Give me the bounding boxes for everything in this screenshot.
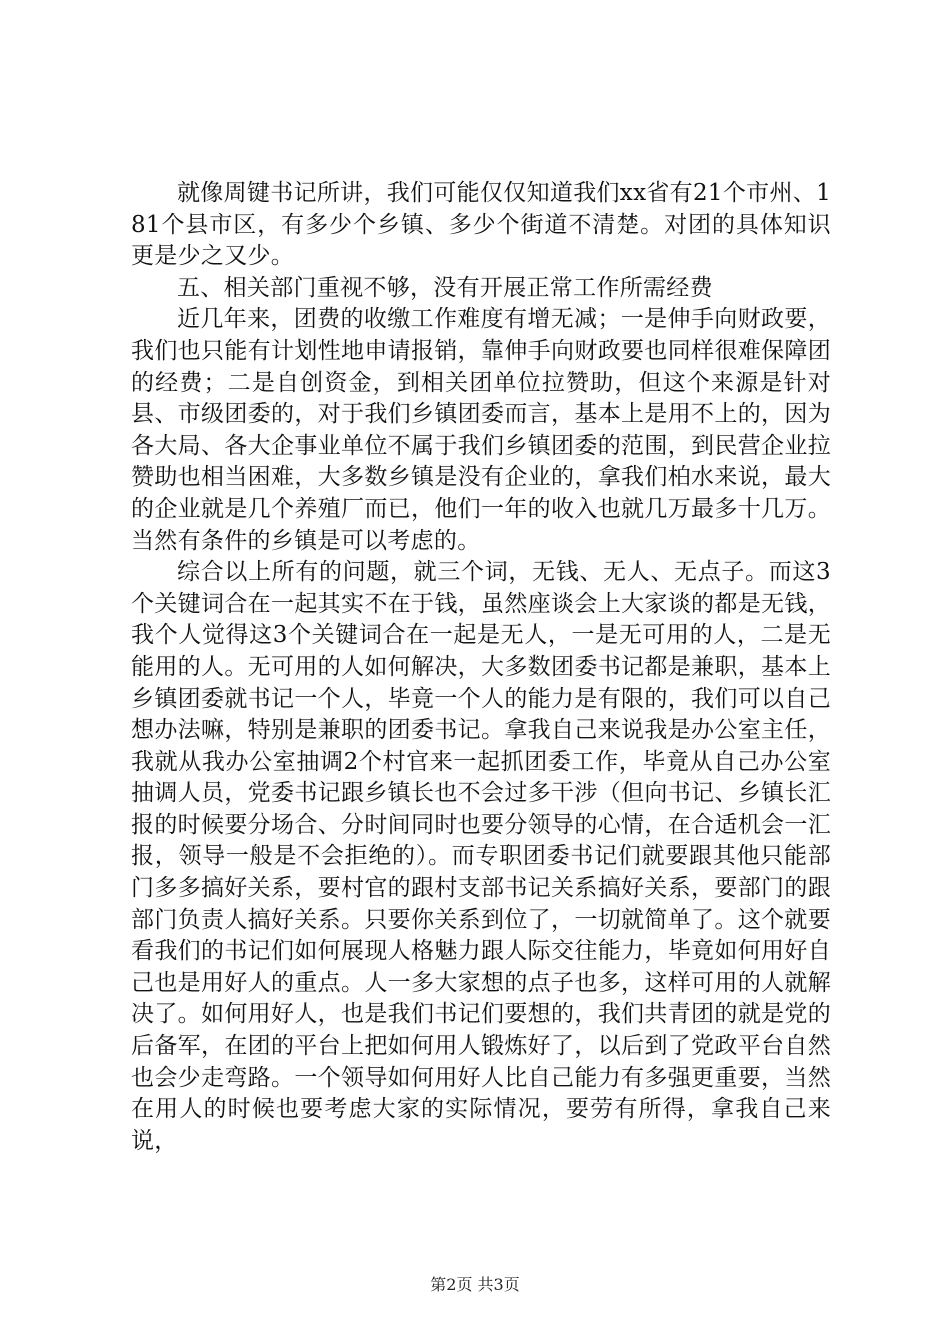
page-number-footer: 第2页 共3页 xyxy=(430,1275,520,1294)
paragraph-2: 近几年来，团费的收缴工作难度有增无减；一是伸手向财政要，我们也只能有计划性地申请报销，靠伸手向财政要也同样很难保障团的经费；二是自创资金，到相关团单位拉赞助，但这个来源是针对县、市级团委的，对于我们乡镇团委而言，基本上是用不上的，因为各大局、各大企事业单位不属于我们乡镇团委的范围，到民营企业拉赞助也相当困难，大多数乡镇是没有企业的，拿我们柏水来说，最大的企业就是几个养殖厂而已，他们一年的收入也就几万最多十几万。当然有条件的乡镇是可以考虑的。 xyxy=(131,306,831,554)
document-body xyxy=(131,178,831,1157)
paragraph-3: 综合以上所有的问题，就三个词，无钱、无人、无点子。而这3个关键词合在一起其实不在于钱，虽然座谈会上大家谈的都是无钱，我个人觉得这3个关键词合在一起是无人，一是无可用的人，二是无能用的人。无可用的人如何解决，大多数团委书记都是兼职，基本上乡镇团委就书记一个人，毕竟一个人的能力是有限的，我们可以自己想办法嘛，特别是兼职的团委书记。拿我自己来说我是办公室主任，我就从我办公室抽调2个村官来一起抓团委工作，毕竟从自己办公室抽调人员，党委书记跟乡镇长也不会过多干涉（但向书记、乡镇长汇报的时候要分场合、分时间同时也要分领导的心情，在合适机会一汇报，领导一般是不会拒绝的）。而专职团委书记们就要跟其他只能部门多多搞好关系，要村官的跟村支部书记关系搞好关系，要部门的跟部门负责人搞好关系。只要你关系到位了，一切就简单了。这个就要看我们的书记们如何展现人格魅力跟人际交往能力，毕竟如何用好自己也是用好人的重点。人一多大家想的点子也多，这样可用的人就解决了。如何用好人，也是我们书记们要想的，我们共青团的就是党的后备军，在团的平台上把如何用人锻炼好了，以后到了党政平台自然也会少走弯路。一个领导如何用好人比自己能力有多强更重要，当然在用人的时候也要考虑大家的实际情况，要劳有所得，拿我自己来说， xyxy=(131,559,831,1154)
paragraph-1: 就像周键书记所讲，我们可能仅仅知道我们xx省有21个市州、181个县市区，有多少个乡镇、多少个街道不清楚。对团的具体知识更是少之又少。 xyxy=(131,180,831,270)
section-heading: 五、相关部门重视不够，没有开展正常工作所需经费 xyxy=(177,274,713,301)
